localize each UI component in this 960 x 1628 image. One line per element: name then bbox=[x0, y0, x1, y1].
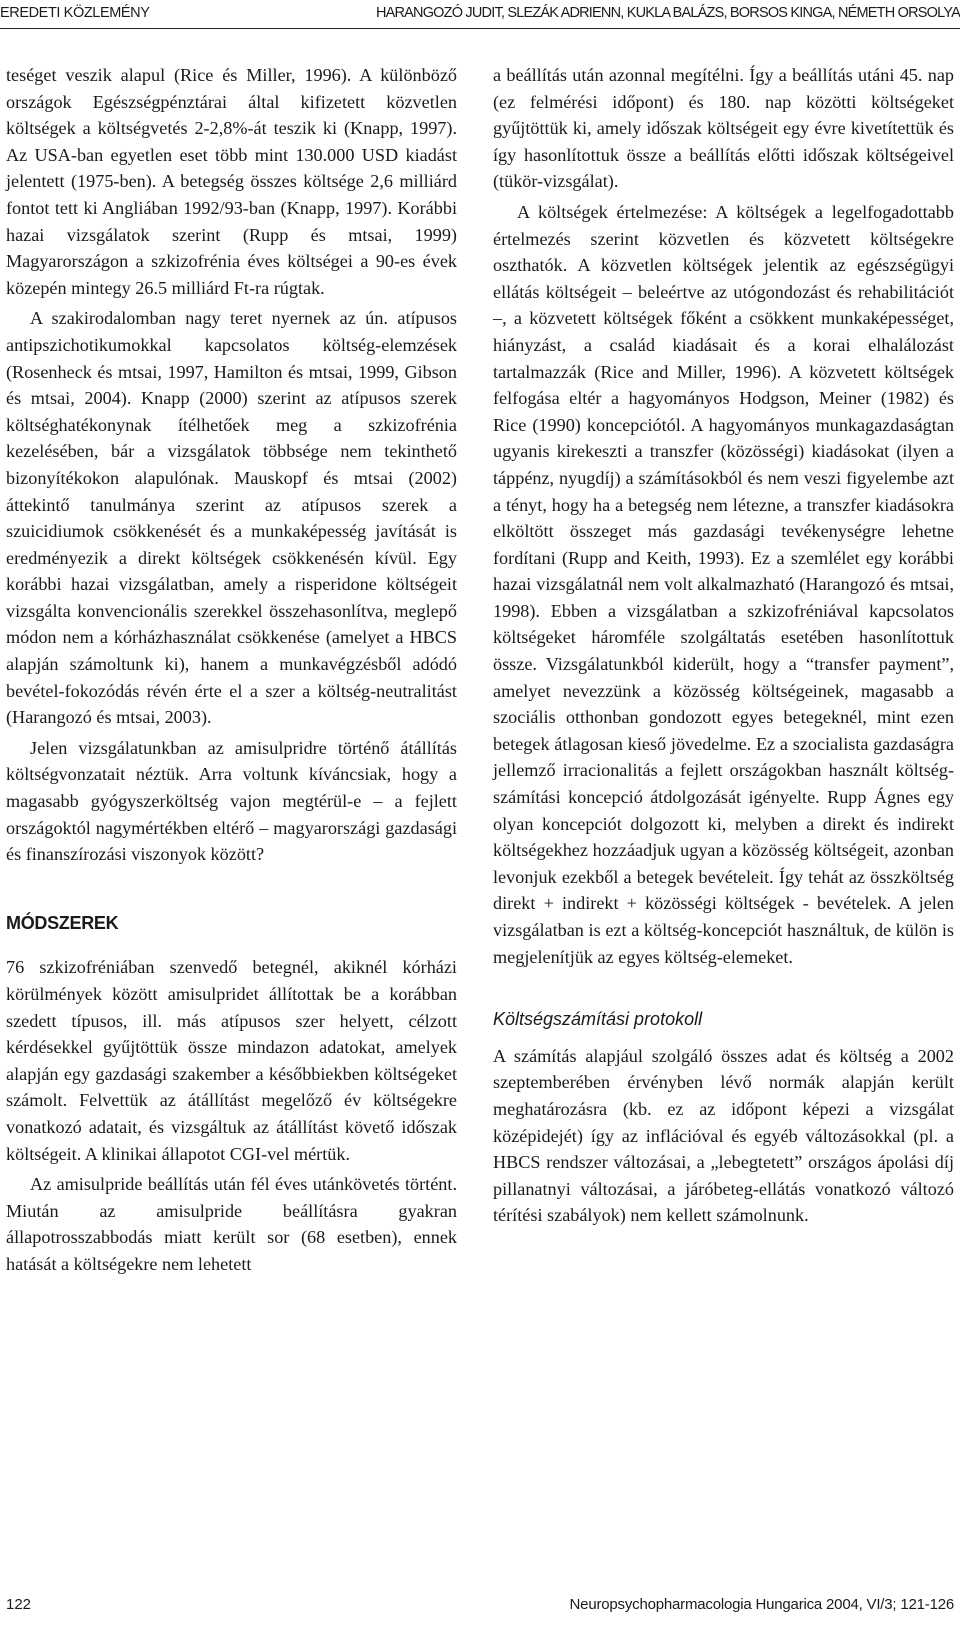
body-paragraph: Jelen vizsgálatunkban az amisulpridre történő átállítás költségvonzatait néztük. Arra voltunk kíváncsiak, hogy a magasabb gyógyszerköltség vajon megtérül-e – a fejlett országoktól nagymértékben eltérő – magyarországi gazdasági és finanszírozási viszonyok között? bbox=[6, 737, 457, 865]
body-paragraph: A szakirodalomban nagy teret nyernek az ún. atípusos antipszichotikumokkal kapcsolatos költség-elemzések (Rosenheck és mtsai, 1997, Hamilton és mtsai, 1999, Gibson és mtsai, 2004). Knapp (2000) szerint az atípusos szerek költséghatékonynak ítélhetőek meg a szkizofrénia kezelésében, bár a vizsgálatok többsége nem tekinthető bizonyítékokon alapulónak. Mauskopf és mtsai (2002) áttekintő tanulmánya szerint az atípusos szerek a szuicidiumok csökkenését és a munkaképesség javítását is eredményezik a direkt költségek csökkenésén kívül. Egy korábbi hazai vizsgálatban, amely a risperidone költségeit vizsgálta konvencionális szerekkel összehasonlítva, meglepő módon nem a kórházhasználat csökkenése (amelyet a HBCS alapján számoltunk ki), hanem a munkavégzésből adódó bevétel-fokozódás révén érte el a szer a költség-neutralitást (Harangozó és mtsai, 2003). bbox=[6, 308, 457, 728]
body-paragraph: 76 szkizofréniában szenvedő betegnél, akiknél kórházi körülmények között amisulpridet állítottak be a korábban szedett típusos, ill. más atípusos szer helyett, célzott kérdésekkel gyűjtöttük össze mindazon adatokat, amelyek alapján egy gazdasági szakember a későbbiekben költségeket számolt. Felvettük az átállítást megelőző év költségekre vonatkozó adatait, és vizsgáltuk az átállítást követő időszak költségeit. A klinikai állapotot CGI-vel mértük. bbox=[6, 957, 457, 1164]
body-paragraph: A számítás alapjául szolgáló összes adat és költség a 2002 szeptemberében érvényben lévő normák alapján került meghatározásra (kb. ez az időpont képezi a vizsgálat középidejét) így az inflációval és egyéb változásokkal (pl. a HBCS rendszer változásai, a „lebegtetett” országos ápolási díj pillanatnyi változásai, a járóbeteg-ellátás vonatkozó változó térítési szabályok) nem kellett számolnunk. bbox=[493, 1045, 954, 1226]
subsection-heading-cost-protocol: Költségszámítási protokoll bbox=[493, 1009, 703, 1030]
body-paragraph: a beállítás után azonnal megítélni. Így a beállítás utáni 45. nap (ez felmérési időpont) és 180. nap közötti költségeket gyűjtöttük ki, amely időszak költségeit egy évre kivetítettük és így hasonlítottuk össze a beállítás előtti időszak költségeivel (tükör-vizsgálat). bbox=[493, 65, 954, 192]
page-number: 122 bbox=[6, 1596, 32, 1613]
body-paragraph: teséget veszik alapul (Rice és Miller, 1996). A különböző országok Egészségpénztárai által kifizetett közvetlen költségek a költségvetés 2-2,8%-át teszik ki (Knapp, 1997). Az USA-ban egyetlen eset több mint 130.000 USD kiadást jelentett (1975-ben). A betegség összes költsége 2,6 milliárd fontot tett ki Angliában 1992/93-ban (Knapp, 1997). Korábbi hazai vizsgálatok szerint (Rupp és mtsai, 1999) Magyarországon a szkizofrénia éves költségei a 90-es évek közepén mintegy 26.5 milliárd Ft-ra rúgtak. bbox=[6, 65, 457, 298]
body-paragraph: A költségek értelmezése: A költségek a legelfogadottabb értelmezés szerint közvetlen és közvetett költségekre oszthatók. A közvetlen költségek jelentik az egészségügyi ellátás költségeit – beleértve az utógondozást és rehabilitációt –, a közvetett költségek főként a csökkent munkaképességet, hiányzást, a család kiadásait és a korai elhalálozást tartalmazzák (Rice and Miller, 1996). A közvetett költségek felfogása eltér a hagyományos Hodgson, Meiner (1982) és Rice (1990) koncepciótól. A hagyományos munkagazdaságtan ugyanis kirekeszti a transzfer (közösségi) kiadásokat (ilyen a táppénz, nyugdíj) a számításokból és nem veszi figyelembe azt a tényt, hogy ha a betegség nem létezne, a transzfer kiadásokra elköltött összeget más gazdasági tevékenységre lehetne fordítani (Rupp and Keith, 1993). Ez a szemlélet egy korábbi hazai vizsgálatnál nem volt alkalmazható (Harangozó és mtsai, 1998). Ebben a vizsgálatban a szkizofréniával kapcsolatos költségeket háromféle szolgáltatás esetében hasonlítottuk össze. Vizsgálatunkból kiderült, hogy a “transfer payment”, amelyet nevezzünk a közösség költségeinek, magasabb a szociális otthonban gondozott egyes betegeknél, mint ezen betegek átlagosan kieső jövedelme. Ez a szocialista gazdaságra jellemző irracionalitás a fejlett országokban használt költség-számítási koncepció átdolgozását igényelte. Rupp Ágnes egy olyan koncepciót dolgozott ki, melyben a direkt és indirekt költségekhez hozzáadjuk ugyan a közösség költségeit, azonban levonjuk ezekből a betegek bevételeit. Így tehát az összköltség direkt + indirekt + közösségi költségek - bevételek. A jelen vizsgálatban is ezt a költség-koncepciót használtuk, de külön is megjelenítjük az egyes költség-elemeket. bbox=[493, 201, 954, 967]
running-footer bbox=[0, 1596, 960, 1620]
journal-reference: Neuropsychopharmacologia Hungarica 2004, VI/3; 121-126 bbox=[569, 1596, 954, 1613]
running-header bbox=[0, 0, 960, 30]
body-paragraph: Az amisulpride beállítás után fél éves utánkövetés történt. Miután az amisulpride beállításra gyakran állapotrosszabbodás miatt került sor (68 esetben), ennek hatását a költségekre nem lehetett bbox=[6, 1174, 457, 1274]
left-column bbox=[6, 62, 457, 1278]
section-label: EREDETI KÖZLEMÉNY bbox=[0, 5, 150, 21]
header-rule bbox=[0, 28, 960, 29]
right-column bbox=[493, 62, 954, 1229]
author-list: HARANGOZÓ JUDIT, SLEZÁK ADRIENN, KUKLA BALÁZS, BORSOS KINGA, NÉMETH ORSOLYA bbox=[375, 5, 960, 21]
section-heading-methods: MÓDSZEREK bbox=[6, 912, 119, 933]
